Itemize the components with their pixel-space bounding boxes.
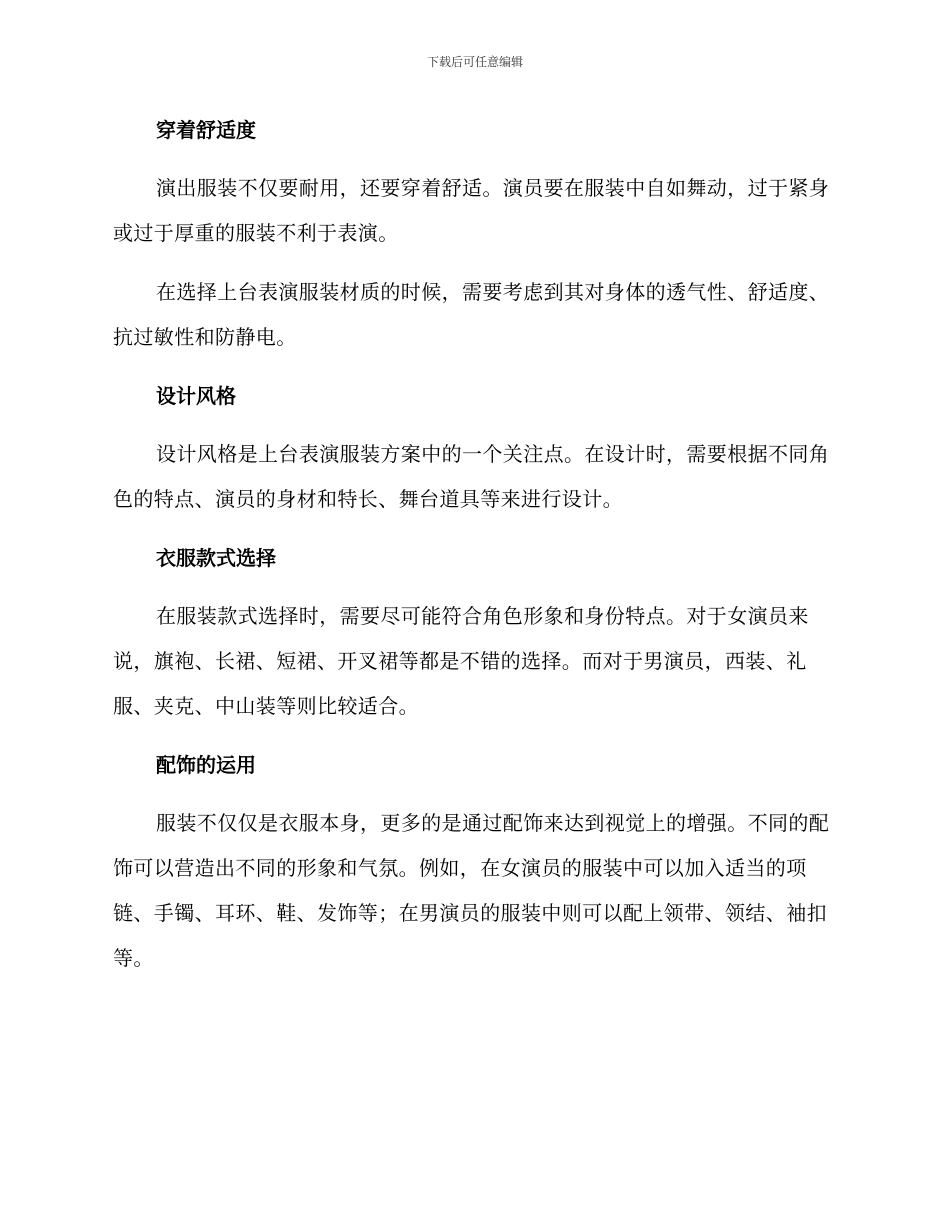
section-heading-accessories: 配饰的运用 (156, 753, 256, 777)
section-heading-comfort: 穿着舒适度 (156, 118, 256, 142)
section-heading-clothing-style: 衣服款式选择 (156, 546, 276, 570)
paragraph: 在选择上台表演服装材质的时候，需要考虑到其对身体的透气性、舒适度、抗过敏性和防静电。 (113, 280, 830, 349)
paragraph: 设计风格是上台表演服装方案中的一个关注点。在设计时，需要根据不同角色的特点、演员的身材和特长、舞台道具等来进行设计。 (113, 442, 830, 511)
paragraph: 演出服装不仅要耐用，还要穿着舒适。演员要在服装中自如舞动，过于紧身或过于厚重的服装不利于表演。 (113, 176, 830, 245)
page-header-note: 下载后可任意编辑 (426, 55, 523, 69)
paragraph: 服装不仅仅是衣服本身，更多的是通过配饰来达到视觉上的增强。不同的配饰可以营造出不同的形象和气氛。例如，在女演员的服装中可以加入适当的项链、手镯、耳环、鞋、发饰等；在男演员的服装中则可以配上领带、领结、袖扣等。 (113, 811, 830, 970)
paragraph: 在服装款式选择时，需要尽可能符合角色形象和身份特点。对于女演员来说，旗袍、长裙、短裙、开叉裙等都是不错的选择。而对于男演员，西装、礼服、夹克、中山装等则比较适合。 (113, 604, 809, 718)
document-body (113, 108, 831, 995)
section-heading-design-style: 设计风格 (156, 384, 236, 408)
